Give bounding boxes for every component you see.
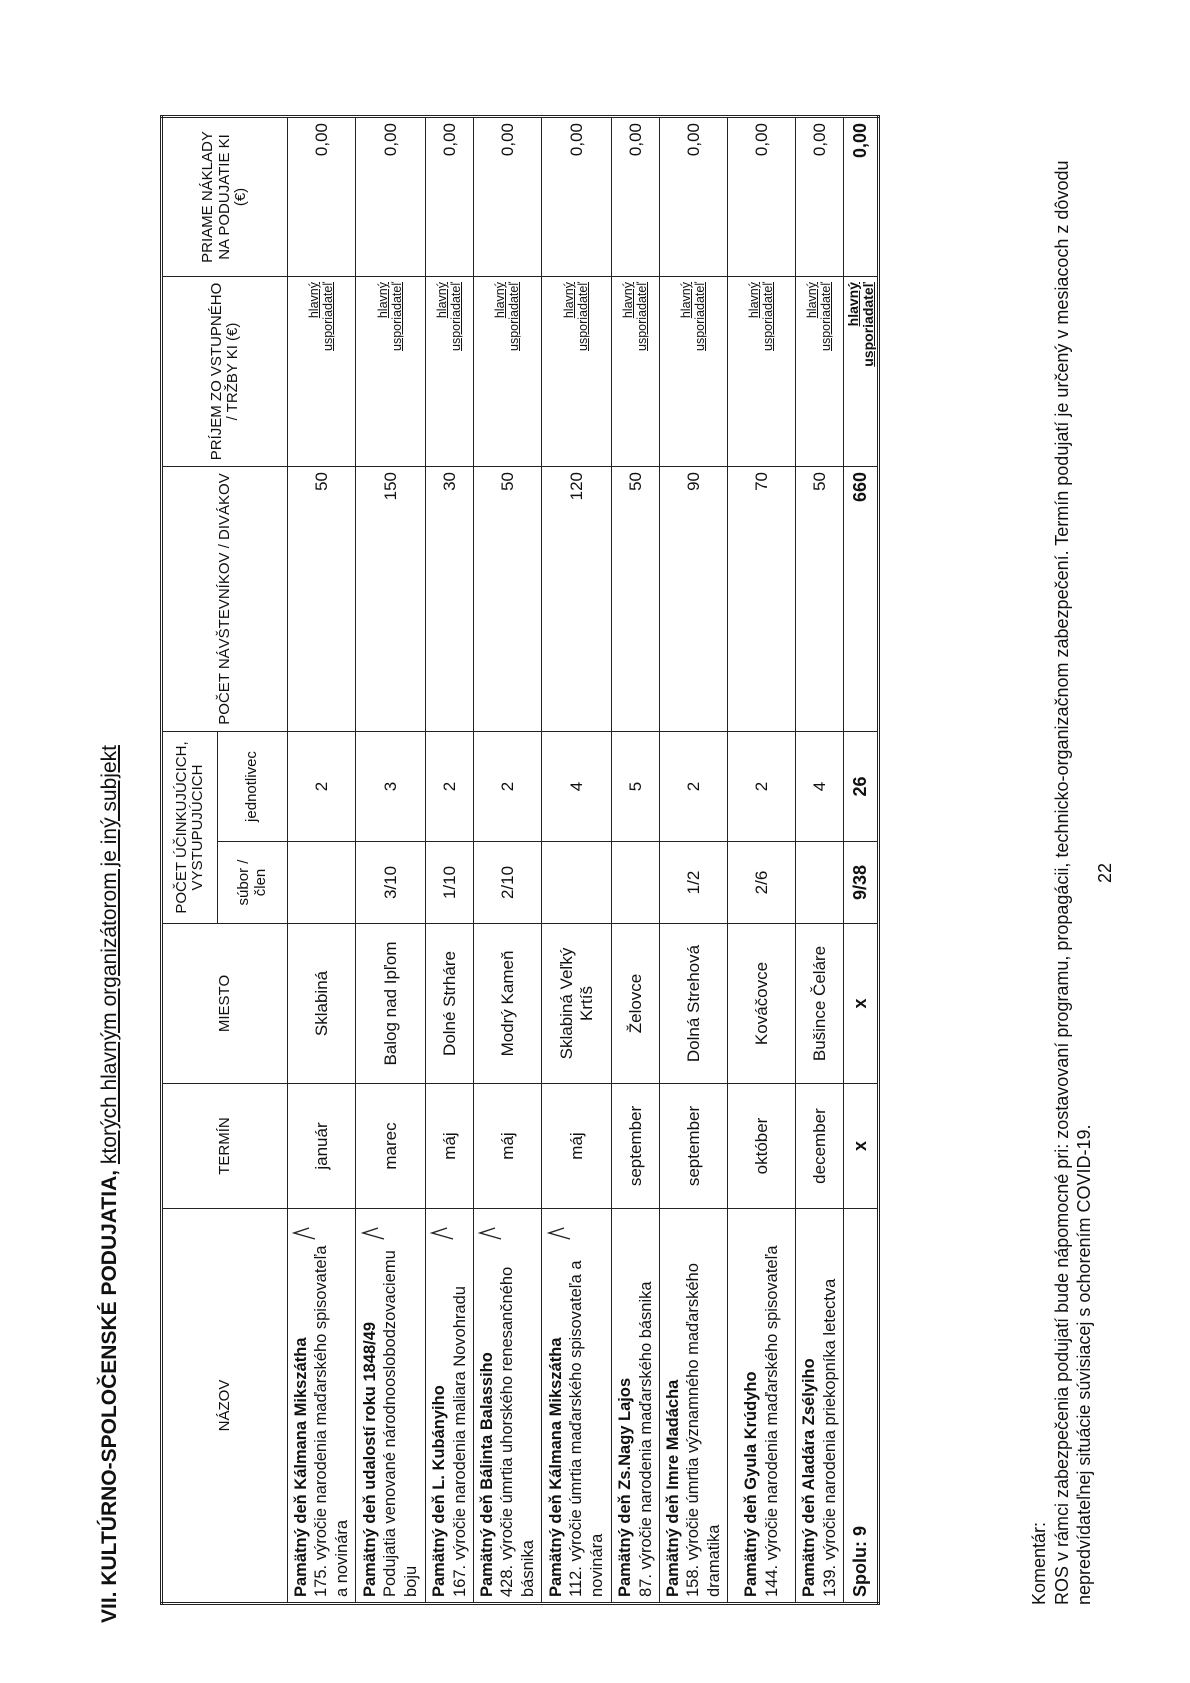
total-navstevnici: 660	[844, 467, 879, 732]
total-naklady: 0,00	[844, 117, 879, 277]
cell-jednotlivec: 2	[660, 732, 728, 842]
cell-subor	[612, 842, 660, 924]
cell-subor: 2/6	[728, 842, 796, 924]
table-row	[542, 117, 612, 1604]
header-prijem: PRÍJEM ZO VSTUPNÉHO / TRŽBY KI (€)	[162, 277, 288, 467]
total-miesto: x	[844, 924, 879, 1084]
cell-miesto: Modrý Kameň	[474, 924, 542, 1084]
cell-jednotlivec: 2	[426, 732, 474, 842]
table-row	[288, 117, 356, 1604]
cell-navstevnici: 50	[474, 467, 542, 732]
cell-miesto: Želovce	[612, 924, 660, 1084]
header-subor: súbor / člen	[218, 842, 288, 924]
table-row	[728, 117, 796, 1604]
cell-termin: september	[660, 1084, 728, 1209]
header-termin: TERMÍN	[162, 1084, 288, 1209]
cell-subor	[796, 842, 844, 924]
cell-navstevnici: 120	[542, 467, 612, 732]
comment-label: Komentár:	[1029, 1521, 1049, 1605]
cell-naklady: 0,00	[356, 117, 426, 277]
cell-termin: marec	[356, 1084, 426, 1209]
cell-termin: september	[612, 1084, 660, 1209]
cell-naklady: 0,00	[612, 117, 660, 277]
header-jednotlivec: jednotlivec	[218, 732, 288, 842]
cell-prijem: hlavný usporiadateľ	[660, 277, 728, 467]
cell-prijem: hlavný usporiadateľ	[796, 277, 844, 467]
cell-naklady: 0,00	[660, 117, 728, 277]
cell-miesto: Sklabiná	[288, 924, 356, 1084]
total-jednotlivec: 26	[844, 732, 879, 842]
cell-miesto: Sklabiná Veľký Krtíš	[542, 924, 612, 1084]
page-number: 22	[1095, 862, 1115, 883]
check-mark-icon	[546, 1224, 572, 1242]
cell-jednotlivec: 2	[288, 732, 356, 842]
cell-nazov: Pamätný deň Kálmana Mikszátha 112. výročie úmrtia maďarského spisovateľa a novinára	[542, 1209, 612, 1604]
cell-navstevnici: 150	[356, 467, 426, 732]
comment-text: ROS v rámci zabezpečenia podujatí bude nápomocné pri: zostavovaní programu, propagácii, technicko-organizačnom zabezpečení. Termín podujatí je určený v mesiacoch z dôvodu nepredvídateľnej situácie súvisiacej s ochorením COVID-19.	[1051, 160, 1094, 1605]
cell-subor: 1/2	[660, 842, 728, 924]
cell-prijem: hlavný usporiadateľ	[474, 277, 542, 467]
cell-subor	[288, 842, 356, 924]
cell-jednotlivec: 2	[728, 732, 796, 842]
cell-nazov: Pamätný deň Gyula Krúdyho 144. výročie narodenia maďarského spisovateľa	[728, 1209, 796, 1604]
cell-termin: máj	[474, 1084, 542, 1209]
cell-termin: január	[288, 1084, 356, 1209]
total-termin: x	[844, 1084, 879, 1209]
cell-subor: 2/10	[474, 842, 542, 924]
cell-prijem: hlavný usporiadateľ	[728, 277, 796, 467]
cell-miesto: Kováčovce	[728, 924, 796, 1084]
cell-subor	[542, 842, 612, 924]
cell-jednotlivec: 3	[356, 732, 426, 842]
cell-naklady: 0,00	[796, 117, 844, 277]
cell-miesto: Balog nad Ipľom	[356, 924, 426, 1084]
header-miesto: MIESTO	[162, 924, 288, 1084]
cell-navstevnici: 70	[728, 467, 796, 732]
table-row	[356, 117, 426, 1604]
cell-jednotlivec: 2	[474, 732, 542, 842]
cell-nazov: Pamätný deň Zs.Nagy Lajos 87. výročie narodenia maďarského básnika	[612, 1209, 660, 1604]
cell-naklady: 0,00	[426, 117, 474, 277]
cell-prijem: hlavný usporiadateľ	[426, 277, 474, 467]
title-bold: VII. KULTÚRNO-SPOLOČENSKÉ PODUJATIA,	[98, 1169, 121, 1623]
header-pocet-navstevnikov: POČET NÁVŠTEVNÍKOV / DIVÁKOV	[162, 467, 288, 732]
cell-termin: december	[796, 1084, 844, 1209]
title-underlined: ktorých hlavným organizátorom je iný subjekt	[98, 745, 121, 1165]
cell-navstevnici: 50	[288, 467, 356, 732]
header-naklady: PRIAME NÁKLADY NA PODUJATIE KI (€)	[162, 117, 288, 277]
cell-nazov: Pamätný deň udalostí roku 1848/49 Podujatia venované národnooslobodzovaciemu boju	[356, 1209, 426, 1604]
cell-naklady: 0,00	[542, 117, 612, 277]
table-row	[612, 117, 660, 1604]
cell-termin: október	[728, 1084, 796, 1209]
cell-miesto: Bušince Čeláre	[796, 924, 844, 1084]
comment	[1028, 95, 1096, 1605]
cell-nazov: Pamätný deň L. Kubányiho 167. výročie narodenia maliara Novohradu	[426, 1209, 474, 1604]
check-mark-icon	[429, 1224, 455, 1242]
check-mark-icon	[477, 1224, 503, 1242]
total-prijem: hlavný usporiadateľ	[844, 277, 879, 467]
cell-prijem: hlavný usporiadateľ	[612, 277, 660, 467]
cell-miesto: Dolné Strháre	[426, 924, 474, 1084]
header-nazov: NÁZOV	[162, 1209, 288, 1604]
cell-miesto: Dolná Strehová	[660, 924, 728, 1084]
cell-termin: máj	[426, 1084, 474, 1209]
cell-jednotlivec: 5	[612, 732, 660, 842]
cell-navstevnici: 50	[612, 467, 660, 732]
cell-nazov: Pamätný deň Bálinta Balassiho 428. výročie úmrtia uhorského renesančného básnika	[474, 1209, 542, 1604]
table-total-row	[844, 117, 879, 1604]
table-row	[474, 117, 542, 1604]
cell-prijem: hlavný usporiadateľ	[542, 277, 612, 467]
cell-navstevnici: 30	[426, 467, 474, 732]
cell-subor: 1/10	[426, 842, 474, 924]
cell-navstevnici: 50	[796, 467, 844, 732]
cell-navstevnici: 90	[660, 467, 728, 732]
total-label: Spolu: 9	[844, 1209, 879, 1604]
cell-naklady: 0,00	[474, 117, 542, 277]
cell-prijem: hlavný usporiadateľ	[356, 277, 426, 467]
check-mark-icon	[291, 1224, 317, 1242]
header-pocet-ucinkujucich: POČET ÚČINKUJÚCICH, VYSTUPUJÚCICH	[162, 732, 218, 924]
check-mark-icon	[360, 1224, 386, 1242]
table-row	[426, 117, 474, 1604]
cell-prijem: hlavný usporiadateľ	[288, 277, 356, 467]
cell-naklady: 0,00	[288, 117, 356, 277]
cell-nazov: Pamätný deň Imre Madácha 158. výročie úmrtia významného maďarského dramatika	[660, 1209, 728, 1604]
events-table	[160, 115, 880, 1605]
cell-termin: máj	[542, 1084, 612, 1209]
total-subor: 9/38	[844, 842, 879, 924]
cell-nazov: Pamätný deň Kálmana Mikszátha 175. výročie narodenia maďarského spisovateľa a novinára	[288, 1209, 356, 1604]
cell-nazov: Pamätný deň Aladára Zsélyiho 139. výročie narodenia priekopníka letectva	[796, 1209, 844, 1604]
table-row	[660, 117, 728, 1604]
cell-naklady: 0,00	[728, 117, 796, 277]
cell-subor: 3/10	[356, 842, 426, 924]
section-title	[98, 745, 122, 1623]
cell-jednotlivec: 4	[796, 732, 844, 842]
table-row	[796, 117, 844, 1604]
cell-jednotlivec: 4	[542, 732, 612, 842]
